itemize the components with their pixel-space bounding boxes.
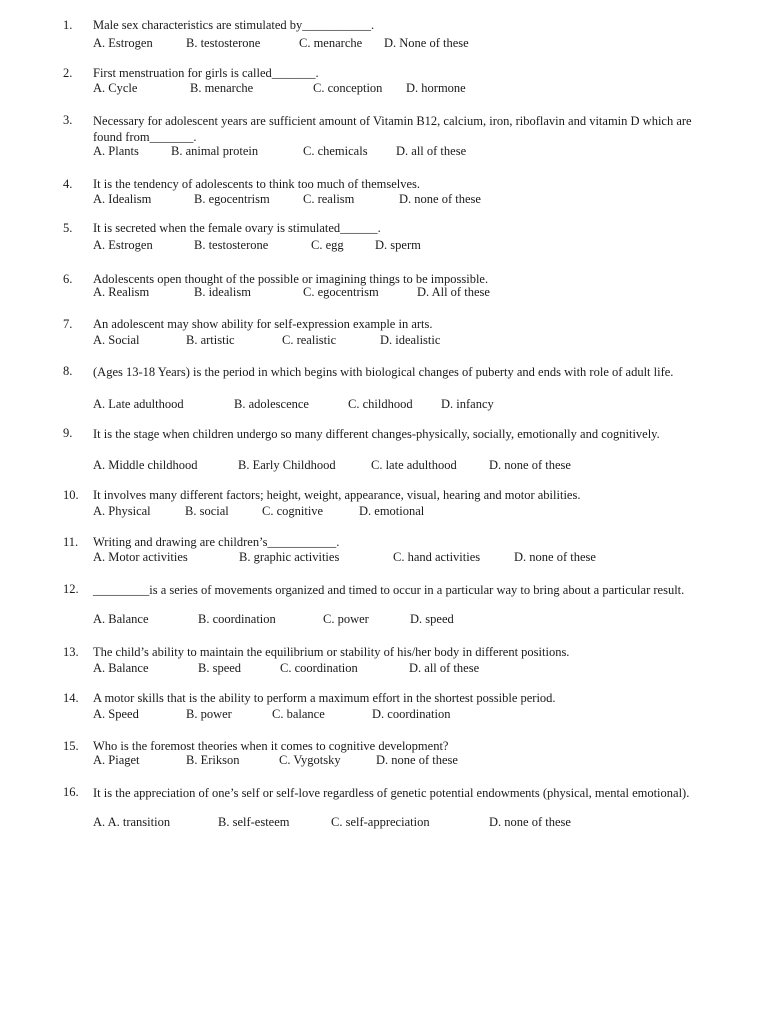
options-row (93, 661, 479, 675)
option-c: C. self-appreciation (331, 815, 430, 829)
options-row (93, 285, 490, 299)
option-d: D. infancy (441, 397, 494, 411)
question-stem: Who is the foremost theories when it comes to cognitive development? (93, 739, 449, 753)
question-number: 7. (63, 317, 73, 331)
question-stem: An adolescent may show ability for self-expression example in arts. (93, 317, 433, 331)
option-c: C. realism (303, 192, 355, 206)
option-d: D. None of these (384, 36, 469, 50)
option-d: D. none of these (489, 815, 571, 829)
option-a: A. Piaget (93, 753, 140, 767)
options-row (93, 707, 450, 721)
option-a: A. Late adulthood (93, 397, 184, 411)
option-a: A. Idealism (93, 192, 152, 206)
option-c: C. childhood (348, 397, 413, 411)
options-row (93, 397, 494, 411)
option-d: D. none of these (376, 753, 458, 767)
option-c: C. balance (272, 707, 325, 721)
option-d: D. none of these (489, 458, 571, 472)
option-c: C. late adulthood (371, 458, 457, 472)
option-a: A. Cycle (93, 81, 138, 95)
question-stem: A motor skills that is the ability to perform a maximum effort in the shortest possible period. (93, 691, 556, 705)
option-a: A. Realism (93, 285, 150, 299)
option-c: C. coordination (280, 661, 358, 675)
options-row (93, 192, 481, 206)
option-a: A. Speed (93, 707, 139, 721)
option-a: A. Estrogen (93, 36, 153, 50)
question-number: 10. (63, 488, 79, 502)
question-stem: It is the appreciation of one’s self or self-love regardless of genetic potential endowments (physical, mental emotional). (93, 786, 690, 800)
option-c: C. egg (311, 238, 344, 252)
option-c: C. egocentrism (303, 285, 379, 299)
option-b: B. menarche (190, 81, 254, 95)
option-b: B. egocentrism (194, 192, 270, 206)
question-number: 6. (63, 272, 73, 286)
option-b: B. self-esteem (218, 815, 290, 829)
option-b: B. artistic (186, 333, 235, 347)
question-number: 16. (63, 785, 79, 799)
option-c: C. cognitive (262, 504, 324, 518)
question-stem: _________is a series of movements organized and timed to occur in a particular way to bring about a particular result. (93, 583, 685, 597)
question-stem: Writing and drawing are children’s___________. (93, 535, 340, 549)
options-row (93, 753, 458, 767)
options-row (93, 144, 466, 158)
question-stem: Necessary for adolescent years are sufficient amount of Vitamin B12, calcium, iron, riboflavin and vitamin D which are found from_______. (93, 114, 692, 144)
option-b: B. Erikson (186, 753, 240, 767)
option-c: C. realistic (282, 333, 337, 347)
option-c: C. menarche (299, 36, 363, 50)
question-stem: It is secreted when the female ovary is stimulated______. (93, 221, 381, 235)
question-stem: It is the tendency of adolescents to think too much of themselves. (93, 177, 421, 191)
option-c: C. hand activities (393, 550, 481, 564)
option-a: A. Middle childhood (93, 458, 198, 472)
option-b: B. idealism (194, 285, 251, 299)
question-number: 4. (63, 177, 73, 191)
option-b: B. social (185, 504, 229, 518)
option-d: D. all of these (409, 661, 480, 675)
options-row (93, 36, 469, 50)
question-stem: Male sex characteristics are stimulated by___________. (93, 18, 375, 32)
question-stem: Adolescents open thought of the possible or imagining things to be impossible. (93, 272, 489, 286)
options-row (93, 458, 571, 472)
options-row (93, 81, 466, 95)
question-stem: First menstruation for girls is called_______. (93, 66, 319, 80)
question-number: 5. (63, 221, 73, 235)
option-d: D. all of these (396, 144, 467, 158)
option-a: A. Plants (93, 144, 139, 158)
option-b: B. adolescence (234, 397, 309, 411)
question-number: 8. (63, 364, 73, 378)
option-d: D. hormone (406, 81, 466, 95)
options-row (93, 612, 454, 626)
option-a: A. A. transition (93, 815, 171, 829)
option-b: B. speed (198, 661, 242, 675)
option-a: A. Estrogen (93, 238, 153, 252)
question-number: 14. (63, 691, 79, 705)
option-b: B. Early Childhood (238, 458, 336, 472)
option-a: A. Social (93, 333, 140, 347)
option-b: B. testosterone (186, 36, 261, 50)
options-row (93, 238, 421, 252)
option-d: D. All of these (417, 285, 490, 299)
option-a: A. Balance (93, 612, 149, 626)
option-c: C. conception (313, 81, 383, 95)
question-number: 12. (63, 582, 79, 596)
question-stem: It involves many different factors; height, weight, appearance, visual, hearing and motor abilities. (93, 488, 581, 502)
options-row (93, 550, 596, 564)
option-d: D. speed (410, 612, 454, 626)
option-b: B. coordination (198, 612, 276, 626)
option-b: B. graphic activities (239, 550, 340, 564)
option-a: A. Motor activities (93, 550, 188, 564)
option-a: A. Balance (93, 661, 149, 675)
question-number: 1. (63, 18, 73, 32)
options-row (93, 504, 424, 518)
option-b: B. testosterone (194, 238, 269, 252)
question-number: 9. (63, 426, 73, 440)
option-d: D. emotional (359, 504, 425, 518)
question-stem: (Ages 13-18 Years) is the period in which begins with biological changes of puberty and ends with role of adult life. (93, 365, 674, 379)
question-stem: It is the stage when children undergo so many different changes-physically, socially, emotionally and cognitively. (93, 427, 660, 441)
question-number: 13. (63, 645, 79, 659)
options-row (93, 815, 571, 829)
question-number: 3. (63, 113, 73, 127)
option-d: D. none of these (514, 550, 596, 564)
option-d: D. none of these (399, 192, 481, 206)
option-c: C. power (323, 612, 369, 626)
option-d: D. idealistic (380, 333, 441, 347)
options-row (93, 333, 440, 347)
option-d: D. coordination (372, 707, 451, 721)
question-stem: The child’s ability to maintain the equilibrium or stability of his/her body in different positions. (93, 645, 570, 659)
question-number: 15. (63, 739, 79, 753)
question-number: 2. (63, 66, 73, 80)
question-number: 11. (63, 535, 79, 549)
option-b: B. power (186, 707, 232, 721)
option-a: A. Physical (93, 504, 151, 518)
option-c: C. Vygotsky (279, 753, 341, 767)
option-c: C. chemicals (303, 144, 368, 158)
option-d: D. sperm (375, 238, 421, 252)
option-b: B. animal protein (171, 144, 259, 158)
